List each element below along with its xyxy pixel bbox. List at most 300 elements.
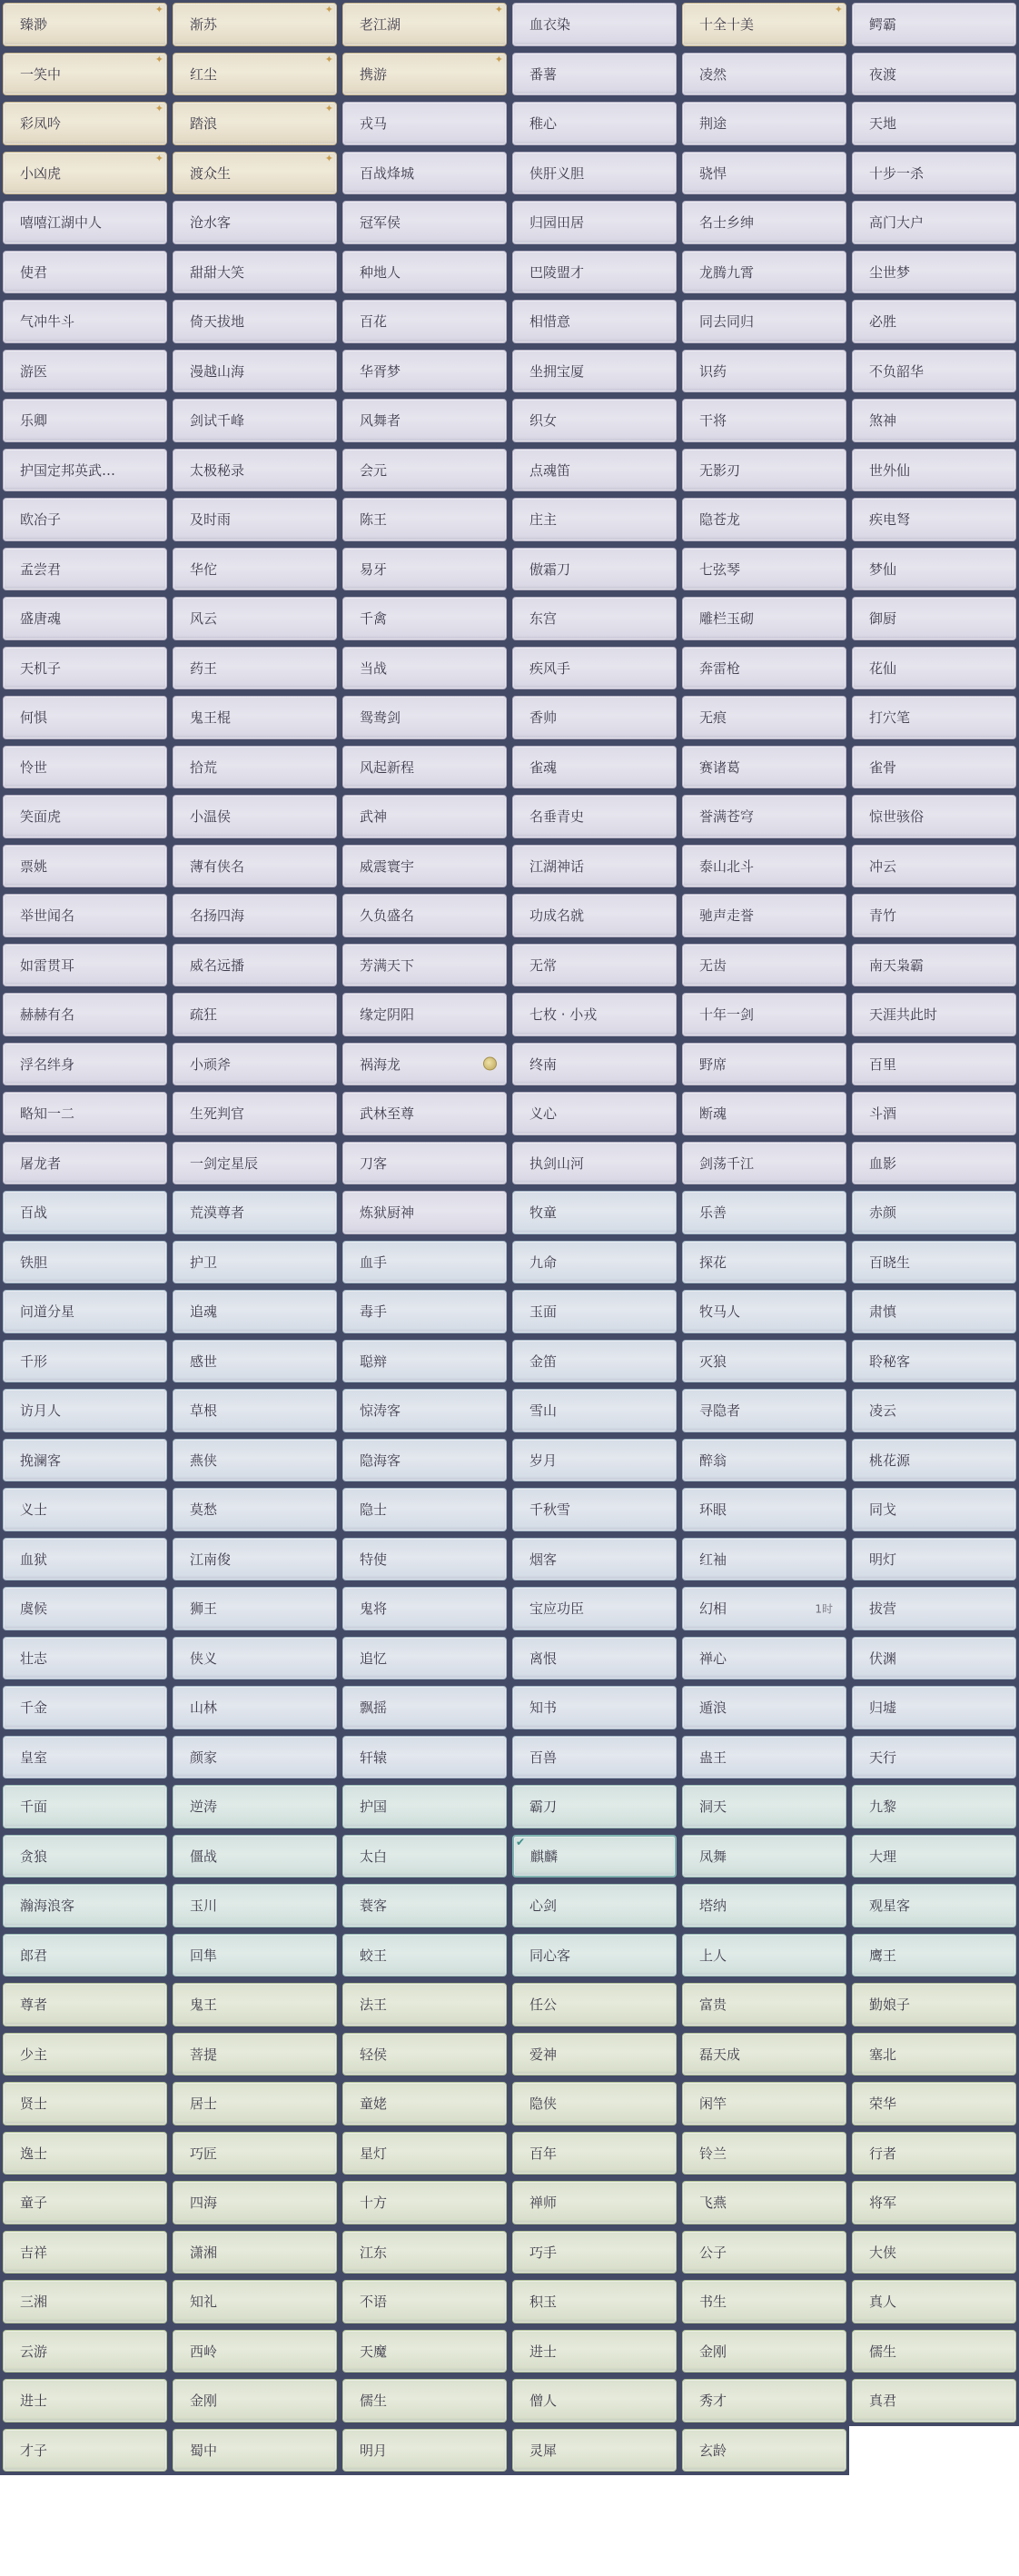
title-tile[interactable] bbox=[342, 399, 507, 442]
title-tile[interactable] bbox=[342, 300, 507, 343]
title-tile[interactable] bbox=[852, 2231, 1016, 2274]
title-tile[interactable] bbox=[512, 944, 677, 987]
title-tile[interactable] bbox=[682, 498, 846, 541]
title-tile[interactable] bbox=[852, 1439, 1016, 1482]
title-tile[interactable] bbox=[852, 251, 1016, 294]
title-tile[interactable] bbox=[173, 2280, 337, 2323]
title-tile[interactable] bbox=[852, 647, 1016, 690]
title-tile[interactable] bbox=[512, 548, 677, 591]
title-tile[interactable] bbox=[342, 1637, 507, 1680]
title-tile[interactable] bbox=[852, 102, 1016, 145]
title-tile[interactable] bbox=[682, 2132, 846, 2175]
title-tile[interactable] bbox=[682, 1092, 846, 1135]
title-tile[interactable] bbox=[852, 399, 1016, 442]
title-tile[interactable] bbox=[342, 2132, 507, 2175]
title-tile[interactable] bbox=[852, 597, 1016, 640]
title-tile[interactable] bbox=[512, 1043, 677, 1086]
title-tile[interactable] bbox=[3, 1142, 167, 1185]
title-tile[interactable] bbox=[512, 2231, 677, 2274]
title-tile[interactable] bbox=[3, 845, 167, 888]
title-tile[interactable] bbox=[852, 795, 1016, 838]
title-tile[interactable] bbox=[173, 944, 337, 987]
title-tile[interactable] bbox=[512, 746, 677, 789]
title-tile[interactable] bbox=[173, 399, 337, 442]
title-tile[interactable] bbox=[3, 2132, 167, 2175]
title-tile[interactable] bbox=[342, 1340, 507, 1383]
title-tile[interactable] bbox=[342, 1389, 507, 1432]
title-tile[interactable] bbox=[173, 647, 337, 690]
title-tile[interactable] bbox=[3, 399, 167, 442]
title-tile[interactable] bbox=[682, 1736, 846, 1779]
title-tile[interactable] bbox=[852, 696, 1016, 739]
title-tile[interactable] bbox=[852, 1835, 1016, 1878]
title-tile[interactable] bbox=[512, 1736, 677, 1779]
title-tile[interactable] bbox=[852, 201, 1016, 244]
title-tile[interactable] bbox=[173, 1884, 337, 1927]
title-tile[interactable] bbox=[682, 845, 846, 888]
title-tile[interactable] bbox=[173, 1488, 337, 1531]
title-tile[interactable] bbox=[3, 2429, 167, 2472]
title-tile[interactable] bbox=[682, 1934, 846, 1977]
title-tile[interactable] bbox=[682, 548, 846, 591]
title-tile[interactable] bbox=[3, 449, 167, 492]
title-tile[interactable] bbox=[173, 993, 337, 1036]
title-tile[interactable] bbox=[342, 1983, 507, 2026]
title-tile[interactable] bbox=[852, 1290, 1016, 1333]
title-tile[interactable] bbox=[173, 894, 337, 937]
title-tile[interactable] bbox=[342, 1191, 507, 1234]
title-tile[interactable] bbox=[3, 746, 167, 789]
title-tile[interactable] bbox=[512, 2033, 677, 2076]
title-tile[interactable] bbox=[852, 3, 1016, 46]
title-tile[interactable] bbox=[682, 3, 846, 46]
title-tile[interactable] bbox=[852, 1983, 1016, 2026]
title-tile[interactable] bbox=[512, 993, 677, 1036]
title-tile[interactable] bbox=[342, 2429, 507, 2472]
title-tile[interactable] bbox=[852, 1241, 1016, 1284]
title-tile[interactable] bbox=[852, 498, 1016, 541]
title-tile[interactable] bbox=[173, 2231, 337, 2274]
title-tile[interactable] bbox=[342, 548, 507, 591]
title-tile[interactable] bbox=[3, 2379, 167, 2422]
title-tile[interactable] bbox=[342, 696, 507, 739]
title-tile[interactable] bbox=[512, 1241, 677, 1284]
title-tile[interactable] bbox=[342, 746, 507, 789]
title-tile[interactable] bbox=[682, 1043, 846, 1086]
title-tile[interactable] bbox=[342, 1587, 507, 1630]
title-tile[interactable] bbox=[852, 1340, 1016, 1383]
title-tile[interactable] bbox=[682, 894, 846, 937]
title-tile[interactable] bbox=[173, 2429, 337, 2472]
title-tile[interactable] bbox=[512, 1488, 677, 1531]
title-tile[interactable] bbox=[682, 53, 846, 96]
title-tile[interactable] bbox=[512, 1389, 677, 1432]
title-tile[interactable] bbox=[512, 2379, 677, 2422]
title-tile[interactable] bbox=[852, 2379, 1016, 2422]
title-tile[interactable] bbox=[512, 2082, 677, 2125]
title-tile[interactable] bbox=[682, 2280, 846, 2323]
title-tile[interactable] bbox=[512, 251, 677, 294]
title-tile[interactable] bbox=[682, 2330, 846, 2373]
title-tile[interactable] bbox=[173, 1142, 337, 1185]
title-tile[interactable] bbox=[852, 2280, 1016, 2323]
title-tile[interactable] bbox=[342, 1785, 507, 1828]
title-tile[interactable] bbox=[173, 350, 337, 393]
title-tile[interactable] bbox=[512, 2429, 677, 2472]
title-tile[interactable] bbox=[3, 1241, 167, 1284]
title-tile[interactable] bbox=[173, 2082, 337, 2125]
title-tile[interactable] bbox=[342, 449, 507, 492]
title-tile[interactable] bbox=[852, 1884, 1016, 1927]
title-tile[interactable] bbox=[342, 1439, 507, 1482]
title-tile[interactable] bbox=[682, 1389, 846, 1432]
title-tile[interactable] bbox=[3, 1488, 167, 1531]
title-tile[interactable] bbox=[682, 1785, 846, 1828]
title-tile[interactable] bbox=[852, 1142, 1016, 1185]
title-tile[interactable] bbox=[852, 1736, 1016, 1779]
title-tile[interactable] bbox=[682, 2231, 846, 2274]
title-tile[interactable] bbox=[173, 1043, 337, 1086]
title-tile[interactable] bbox=[3, 1538, 167, 1581]
title-tile[interactable] bbox=[852, 746, 1016, 789]
title-tile[interactable] bbox=[342, 2330, 507, 2373]
title-tile[interactable] bbox=[682, 1637, 846, 1680]
title-tile[interactable] bbox=[512, 2132, 677, 2175]
title-tile[interactable] bbox=[173, 2033, 337, 2076]
title-tile[interactable] bbox=[512, 647, 677, 690]
title-tile[interactable] bbox=[852, 1191, 1016, 1234]
title-tile[interactable] bbox=[682, 746, 846, 789]
title-tile[interactable] bbox=[512, 300, 677, 343]
title-tile[interactable] bbox=[682, 152, 846, 195]
title-tile[interactable] bbox=[512, 3, 677, 46]
title-tile[interactable] bbox=[682, 2379, 846, 2422]
title-tile[interactable] bbox=[173, 3, 337, 46]
title-tile[interactable] bbox=[342, 3, 507, 46]
title-tile[interactable] bbox=[852, 1637, 1016, 1680]
title-tile[interactable] bbox=[512, 152, 677, 195]
title-tile[interactable] bbox=[682, 1488, 846, 1531]
title-tile[interactable] bbox=[682, 2033, 846, 2076]
title-tile[interactable] bbox=[3, 201, 167, 244]
title-tile[interactable] bbox=[342, 597, 507, 640]
title-tile[interactable] bbox=[173, 53, 337, 96]
title-tile[interactable] bbox=[852, 300, 1016, 343]
title-tile[interactable] bbox=[512, 449, 677, 492]
title-tile[interactable] bbox=[173, 1934, 337, 1977]
title-tile[interactable] bbox=[3, 498, 167, 541]
title-tile[interactable] bbox=[3, 1835, 167, 1878]
title-tile[interactable] bbox=[512, 1835, 677, 1878]
title-tile[interactable] bbox=[682, 795, 846, 838]
title-tile[interactable] bbox=[342, 2181, 507, 2224]
title-tile[interactable] bbox=[173, 548, 337, 591]
title-tile[interactable] bbox=[342, 2082, 507, 2125]
title-tile[interactable] bbox=[3, 2231, 167, 2274]
title-tile[interactable] bbox=[3, 1736, 167, 1779]
title-tile[interactable] bbox=[852, 548, 1016, 591]
title-tile[interactable] bbox=[512, 1191, 677, 1234]
title-tile[interactable] bbox=[3, 1934, 167, 1977]
title-tile[interactable] bbox=[173, 1389, 337, 1432]
title-tile[interactable] bbox=[342, 1290, 507, 1333]
title-tile[interactable] bbox=[173, 2379, 337, 2422]
title-tile[interactable] bbox=[682, 1983, 846, 2026]
title-tile[interactable] bbox=[512, 2181, 677, 2224]
title-tile[interactable] bbox=[682, 1439, 846, 1482]
title-tile[interactable] bbox=[342, 1538, 507, 1581]
title-tile[interactable] bbox=[852, 1785, 1016, 1828]
title-tile[interactable] bbox=[173, 1290, 337, 1333]
title-tile[interactable] bbox=[173, 1686, 337, 1729]
title-tile[interactable] bbox=[682, 1587, 846, 1630]
title-tile[interactable] bbox=[852, 1538, 1016, 1581]
title-tile[interactable] bbox=[512, 2280, 677, 2323]
title-tile[interactable] bbox=[3, 102, 167, 145]
title-tile[interactable] bbox=[682, 2181, 846, 2224]
title-tile[interactable] bbox=[852, 2033, 1016, 2076]
title-tile[interactable] bbox=[682, 1884, 846, 1927]
title-tile[interactable] bbox=[512, 201, 677, 244]
title-tile[interactable] bbox=[682, 993, 846, 1036]
title-tile[interactable] bbox=[512, 1439, 677, 1482]
title-tile[interactable] bbox=[512, 1785, 677, 1828]
title-tile[interactable] bbox=[3, 2033, 167, 2076]
title-tile[interactable] bbox=[852, 152, 1016, 195]
title-tile[interactable] bbox=[342, 1092, 507, 1135]
title-tile[interactable] bbox=[3, 1043, 167, 1086]
title-tile[interactable] bbox=[342, 944, 507, 987]
title-tile[interactable] bbox=[342, 102, 507, 145]
title-tile[interactable] bbox=[3, 795, 167, 838]
title-tile[interactable] bbox=[3, 152, 167, 195]
title-tile[interactable] bbox=[173, 1835, 337, 1878]
title-tile[interactable] bbox=[173, 845, 337, 888]
title-tile[interactable] bbox=[512, 350, 677, 393]
title-tile[interactable] bbox=[512, 845, 677, 888]
title-tile[interactable] bbox=[342, 993, 507, 1036]
title-tile[interactable] bbox=[173, 2132, 337, 2175]
title-tile[interactable] bbox=[852, 2181, 1016, 2224]
title-tile[interactable] bbox=[173, 1736, 337, 1779]
title-tile[interactable] bbox=[173, 1092, 337, 1135]
title-tile[interactable] bbox=[3, 1092, 167, 1135]
title-tile[interactable] bbox=[512, 53, 677, 96]
title-tile[interactable] bbox=[3, 2181, 167, 2224]
title-tile[interactable] bbox=[173, 1785, 337, 1828]
title-tile[interactable] bbox=[342, 152, 507, 195]
title-tile[interactable] bbox=[852, 1686, 1016, 1729]
title-tile[interactable] bbox=[173, 498, 337, 541]
title-tile[interactable] bbox=[173, 1340, 337, 1383]
title-tile[interactable] bbox=[173, 746, 337, 789]
title-tile[interactable] bbox=[682, 1538, 846, 1581]
title-tile[interactable] bbox=[3, 1587, 167, 1630]
title-tile[interactable] bbox=[173, 300, 337, 343]
title-tile[interactable] bbox=[682, 102, 846, 145]
title-tile[interactable] bbox=[682, 2429, 846, 2472]
title-tile[interactable] bbox=[682, 449, 846, 492]
title-tile[interactable] bbox=[512, 498, 677, 541]
title-tile[interactable] bbox=[682, 2082, 846, 2125]
title-tile[interactable] bbox=[342, 350, 507, 393]
title-tile[interactable] bbox=[173, 1241, 337, 1284]
title-tile[interactable] bbox=[682, 597, 846, 640]
title-tile[interactable] bbox=[173, 1191, 337, 1234]
title-tile[interactable] bbox=[682, 300, 846, 343]
title-tile[interactable] bbox=[3, 548, 167, 591]
title-tile[interactable] bbox=[3, 1983, 167, 2026]
title-tile[interactable] bbox=[173, 795, 337, 838]
title-tile[interactable] bbox=[173, 2181, 337, 2224]
title-tile[interactable] bbox=[3, 3, 167, 46]
title-tile[interactable] bbox=[852, 449, 1016, 492]
title-tile[interactable] bbox=[852, 944, 1016, 987]
title-tile[interactable] bbox=[173, 696, 337, 739]
title-tile[interactable] bbox=[852, 845, 1016, 888]
title-tile[interactable] bbox=[342, 1835, 507, 1878]
title-tile[interactable] bbox=[173, 1587, 337, 1630]
title-tile[interactable] bbox=[342, 2379, 507, 2422]
title-tile[interactable] bbox=[342, 2231, 507, 2274]
title-tile[interactable] bbox=[342, 1488, 507, 1531]
title-tile[interactable] bbox=[173, 102, 337, 145]
title-tile[interactable] bbox=[173, 2330, 337, 2373]
title-tile[interactable] bbox=[342, 1934, 507, 1977]
title-tile[interactable] bbox=[3, 993, 167, 1036]
title-tile[interactable] bbox=[173, 597, 337, 640]
title-tile[interactable] bbox=[3, 597, 167, 640]
title-tile[interactable] bbox=[512, 1587, 677, 1630]
title-tile[interactable] bbox=[852, 993, 1016, 1036]
title-tile[interactable] bbox=[852, 1043, 1016, 1086]
title-tile[interactable] bbox=[342, 1884, 507, 1927]
title-tile[interactable] bbox=[173, 1538, 337, 1581]
title-tile[interactable] bbox=[682, 1835, 846, 1878]
title-tile[interactable] bbox=[682, 201, 846, 244]
title-tile[interactable] bbox=[342, 845, 507, 888]
title-tile[interactable] bbox=[512, 1884, 677, 1927]
title-tile[interactable] bbox=[342, 201, 507, 244]
title-tile[interactable] bbox=[852, 894, 1016, 937]
title-tile[interactable] bbox=[512, 1686, 677, 1729]
title-tile[interactable] bbox=[173, 1637, 337, 1680]
title-tile[interactable] bbox=[852, 1389, 1016, 1432]
title-tile[interactable] bbox=[3, 1340, 167, 1383]
title-tile[interactable] bbox=[512, 102, 677, 145]
title-tile[interactable] bbox=[3, 944, 167, 987]
title-tile[interactable] bbox=[3, 300, 167, 343]
title-tile[interactable] bbox=[512, 696, 677, 739]
title-tile[interactable] bbox=[682, 251, 846, 294]
title-tile[interactable] bbox=[682, 1142, 846, 1185]
title-tile[interactable] bbox=[682, 1340, 846, 1383]
title-tile[interactable] bbox=[682, 1290, 846, 1333]
title-tile[interactable] bbox=[852, 1488, 1016, 1531]
title-tile[interactable] bbox=[512, 1538, 677, 1581]
title-tile[interactable] bbox=[342, 251, 507, 294]
title-tile[interactable] bbox=[3, 1637, 167, 1680]
title-tile[interactable] bbox=[852, 1934, 1016, 1977]
title-tile[interactable] bbox=[3, 2082, 167, 2125]
title-tile[interactable] bbox=[682, 696, 846, 739]
title-tile[interactable] bbox=[342, 1142, 507, 1185]
title-tile[interactable] bbox=[852, 1092, 1016, 1135]
title-tile[interactable] bbox=[512, 597, 677, 640]
title-tile[interactable] bbox=[3, 251, 167, 294]
title-tile[interactable] bbox=[342, 795, 507, 838]
title-tile[interactable] bbox=[512, 1092, 677, 1135]
title-tile[interactable] bbox=[3, 2330, 167, 2373]
title-tile[interactable] bbox=[173, 1983, 337, 2026]
title-tile[interactable] bbox=[512, 894, 677, 937]
title-tile[interactable] bbox=[512, 2330, 677, 2373]
title-tile[interactable] bbox=[682, 1686, 846, 1729]
title-tile[interactable] bbox=[3, 1290, 167, 1333]
title-tile[interactable] bbox=[682, 944, 846, 987]
title-tile[interactable] bbox=[342, 1686, 507, 1729]
title-tile[interactable] bbox=[852, 53, 1016, 96]
title-tile[interactable] bbox=[3, 647, 167, 690]
title-tile[interactable] bbox=[3, 2280, 167, 2323]
title-tile[interactable] bbox=[342, 53, 507, 96]
title-tile[interactable] bbox=[173, 449, 337, 492]
title-tile[interactable] bbox=[852, 2132, 1016, 2175]
title-tile[interactable] bbox=[512, 1934, 677, 1977]
title-tile[interactable] bbox=[852, 2330, 1016, 2373]
title-tile[interactable] bbox=[173, 251, 337, 294]
title-tile[interactable] bbox=[852, 1587, 1016, 1630]
title-tile[interactable] bbox=[3, 894, 167, 937]
title-tile[interactable] bbox=[173, 152, 337, 195]
title-tile[interactable] bbox=[512, 1290, 677, 1333]
title-tile[interactable] bbox=[342, 1241, 507, 1284]
title-tile[interactable] bbox=[342, 894, 507, 937]
title-tile[interactable] bbox=[342, 498, 507, 541]
title-tile[interactable] bbox=[3, 1785, 167, 1828]
title-tile[interactable] bbox=[682, 1241, 846, 1284]
title-tile[interactable] bbox=[342, 2280, 507, 2323]
title-tile[interactable] bbox=[682, 647, 846, 690]
title-tile[interactable] bbox=[682, 350, 846, 393]
title-tile[interactable] bbox=[512, 795, 677, 838]
title-tile[interactable] bbox=[852, 350, 1016, 393]
title-tile[interactable] bbox=[342, 1043, 507, 1086]
title-cell bbox=[0, 693, 170, 743]
title-tile[interactable] bbox=[342, 647, 507, 690]
title-tile[interactable] bbox=[3, 696, 167, 739]
title-tile[interactable] bbox=[852, 2082, 1016, 2125]
title-tile[interactable] bbox=[3, 1884, 167, 1927]
title-tile[interactable] bbox=[3, 1439, 167, 1482]
title-tile[interactable] bbox=[3, 53, 167, 96]
title-tile[interactable] bbox=[682, 1191, 846, 1234]
title-tile[interactable] bbox=[342, 1736, 507, 1779]
title-tile[interactable] bbox=[512, 1637, 677, 1680]
title-tile[interactable] bbox=[3, 350, 167, 393]
title-tile[interactable] bbox=[512, 1983, 677, 2026]
title-tile[interactable] bbox=[3, 1389, 167, 1432]
title-tile[interactable] bbox=[3, 1686, 167, 1729]
title-tile[interactable] bbox=[512, 1142, 677, 1185]
title-tile[interactable] bbox=[512, 1340, 677, 1383]
title-tile[interactable] bbox=[342, 2033, 507, 2076]
title-tile[interactable] bbox=[682, 399, 846, 442]
title-tile[interactable] bbox=[512, 399, 677, 442]
title-tile[interactable] bbox=[173, 201, 337, 244]
title-tile[interactable] bbox=[173, 1439, 337, 1482]
title-tile[interactable] bbox=[3, 1191, 167, 1234]
